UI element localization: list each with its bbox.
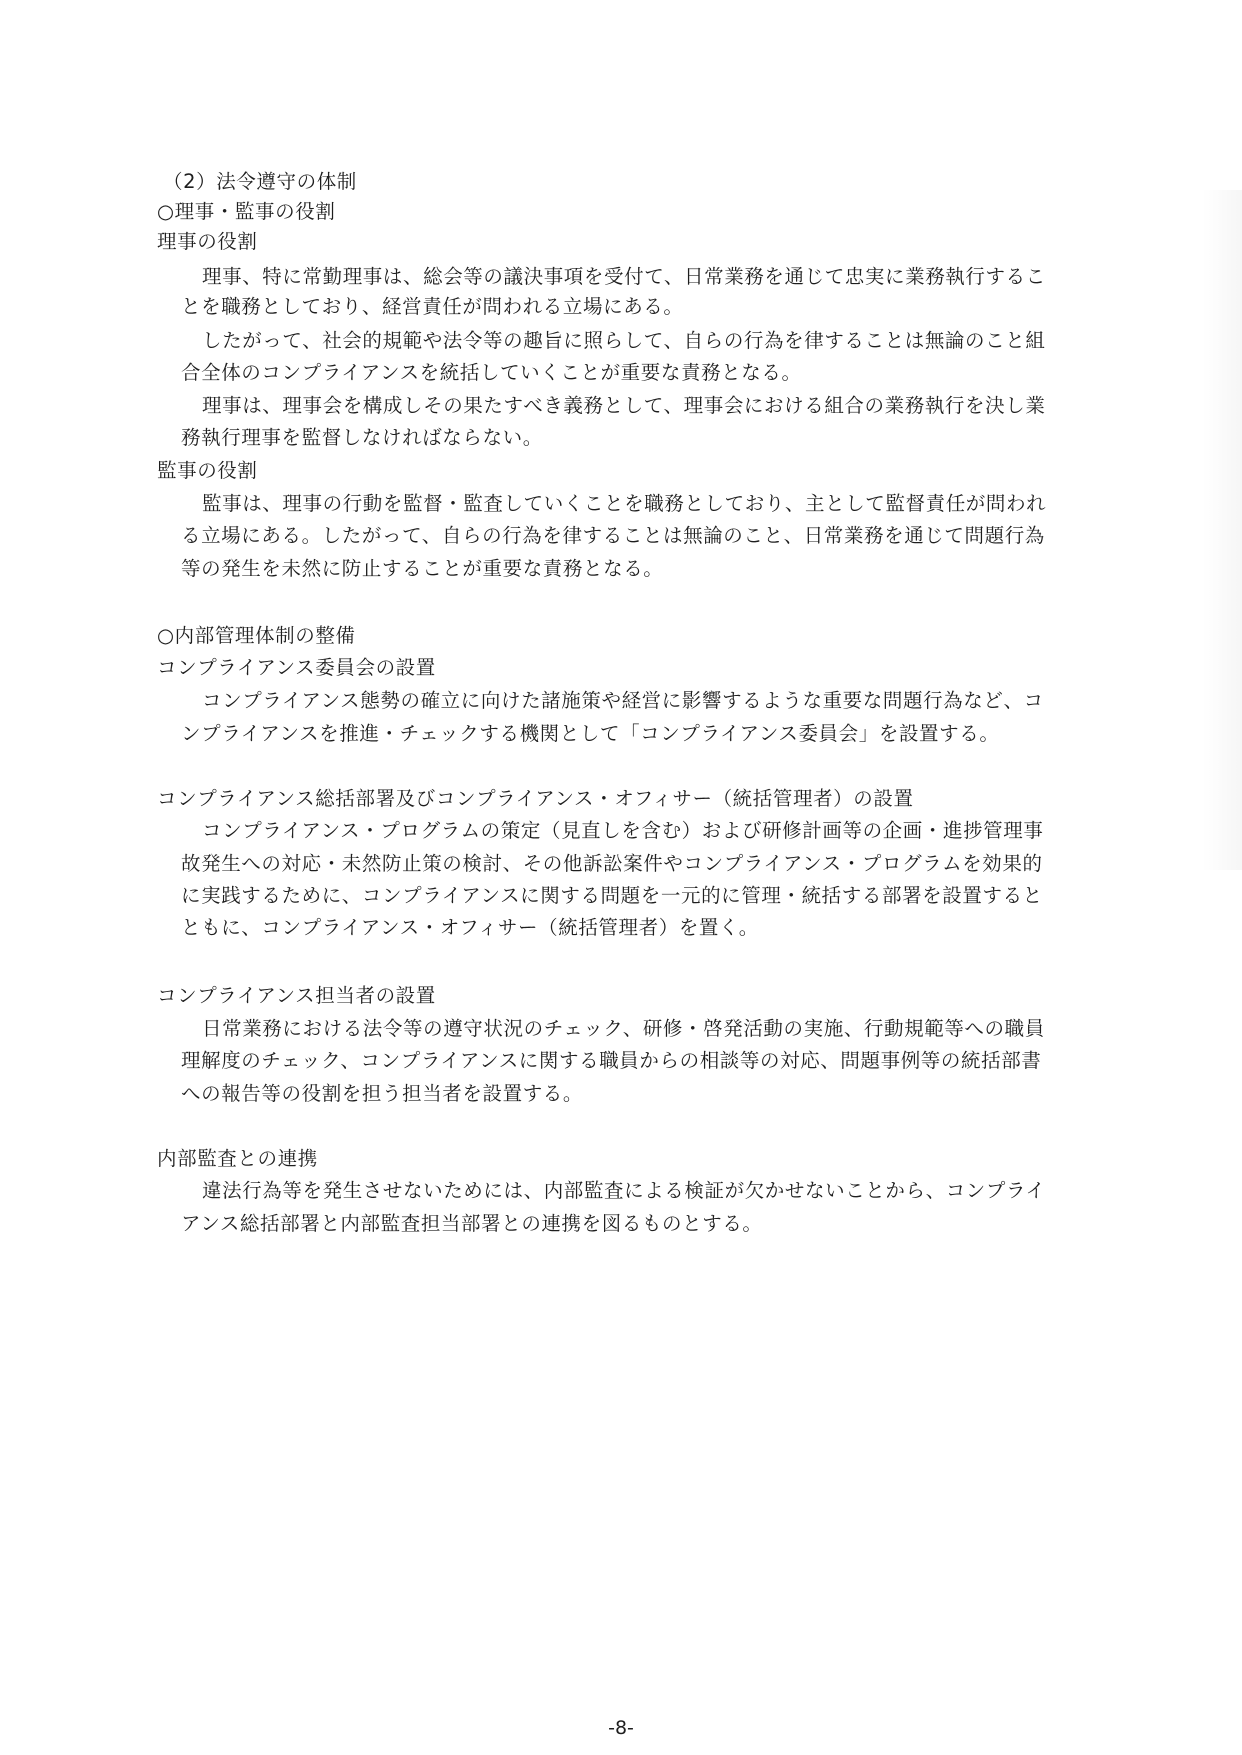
heading-internal-audit: 内部監査との連携	[157, 1147, 318, 1170]
subheading-internal-control: ○内部管理体制の整備	[157, 624, 356, 647]
paragraph-line: とを職務としており、経営責任が問われる立場にある。	[181, 295, 684, 318]
heading-auditor-role: 監事の役割	[157, 459, 258, 482]
paragraph-line: コンプライアンス態勢の確立に向けた諸施策や経営に影響するような重要な問題行為など、コ	[202, 689, 1044, 712]
paragraph-line: への報告等の役割を担う担当者を設置する。	[181, 1082, 584, 1105]
heading-compliance-staff: コンプライアンス担当者の設置	[157, 984, 436, 1007]
paragraph-line: 日常業務における法令等の遵守状況のチェック、研修・啓発活動の実施、行動規範等への職員	[202, 1017, 1045, 1040]
paragraph-line: 務執行理事を監督しなければならない。	[181, 426, 543, 449]
paragraph-line: 監事は、理事の行動を監督・監査していくことを職務としており、主として監督責任が問われ	[202, 492, 1047, 515]
section-heading: （2）法令遵守の体制	[163, 170, 357, 193]
paragraph-line: コンプライアンス・プログラムの策定（見直しを含む）および研修計画等の企画・進捗管理事	[202, 819, 1044, 842]
subheading-officer-roles: ○理事・監事の役割	[157, 200, 336, 223]
paragraph-line: 違法行為等を発生させないためには、内部監査による検証が欠かせないことから、コンプライ	[202, 1179, 1046, 1202]
paragraph-line: したがって、社会的規範や法令等の趣旨に照らして、自らの行為を律することは無論のこと組	[202, 329, 1046, 352]
heading-compliance-committee: コンプライアンス委員会の設置	[157, 656, 436, 679]
heading-compliance-department: コンプライアンス総括部署及びコンプライアンス・オフィサー（統括管理者）の設置	[157, 787, 914, 810]
paragraph-line: る立場にある。したがって、自らの行為を律することは無論のこと、日常業務を通じて問題行為	[181, 524, 1045, 547]
scan-shadow	[1202, 190, 1242, 870]
paragraph-line: アンス総括部署と内部監査担当部署との連携を図るものとする。	[181, 1212, 763, 1235]
paragraph-line: 故発生への対応・未然防止策の検討、その他訴訟案件やコンプライアンス・プログラムを効果的	[181, 852, 1043, 875]
paragraph-line: ともに、コンプライアンス・オフィサー（統括管理者）を置く。	[181, 916, 759, 939]
paragraph-line: に実践するために、コンプライアンスに関する問題を一元的に管理・統括する部署を設置すると	[181, 884, 1043, 907]
paragraph-line: 理事、特に常勤理事は、総会等の議決事項を受付て、日常業務を通じて忠実に業務執行するこ	[202, 265, 1046, 288]
paragraph-line: 理解度のチェック、コンプライアンスに関する職員からの相談等の対応、問題事例等の統括部書	[181, 1049, 1042, 1072]
paragraph-line: ンプライアンスを推進・チェックする機関として「コンプライアンス委員会」を設置する。	[181, 722, 1000, 745]
paragraph-line: 合全体のコンプライアンスを統括していくことが重要な責務となる。	[181, 361, 802, 384]
page-number: -8-	[608, 1717, 634, 1739]
paragraph-line: 理事は、理事会を構成しその果たすべき義務として、理事会における組合の業務執行を決し業	[202, 394, 1046, 417]
paragraph-line: 等の発生を未然に防止することが重要な責務となる。	[181, 557, 664, 580]
heading-director-role: 理事の役割	[157, 230, 258, 253]
